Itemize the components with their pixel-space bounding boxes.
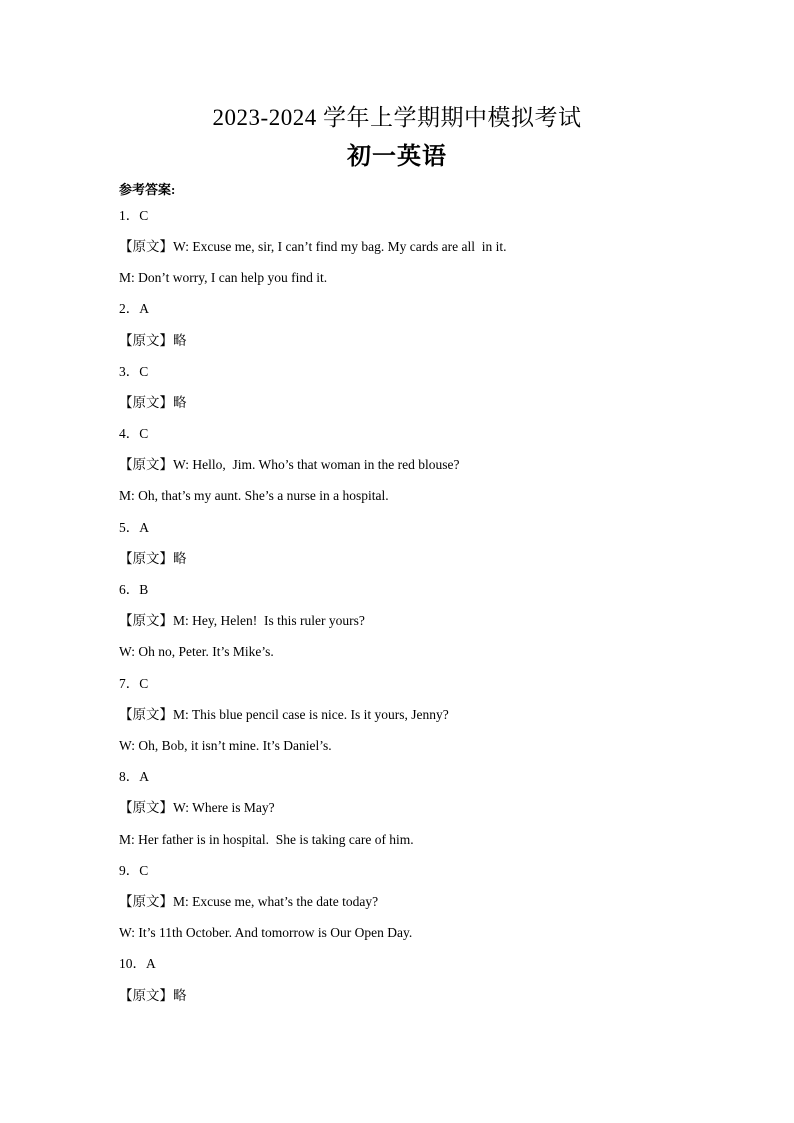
answer-line: 8．A — [119, 769, 149, 784]
transcript-line: W: Oh, Bob, it isn’t mine. It’s Daniel’s. — [119, 738, 332, 753]
transcript-line: 【原文】略 — [119, 988, 187, 1003]
transcript-line: 【原文】M: Hey, Helen! Is this ruler yours? — [119, 613, 365, 628]
exam-subject: 初一英语 — [347, 144, 447, 170]
answer-line: 1．C — [119, 208, 149, 223]
transcript-line: M: Her father is in hospital. She is taking care of him. — [119, 832, 414, 847]
transcript-line: W: It’s 11th October. And tomorrow is Our Open Day. — [119, 925, 413, 940]
answer-line: 3．C — [119, 364, 149, 379]
transcript-line: 【原文】略 — [119, 395, 187, 410]
transcript-line: 【原文】W: Excuse me, sir, I can’t find my bag. My cards are all in it. — [119, 239, 507, 254]
transcript-line: M: Oh, that’s my aunt. She’s a nurse in a hospital. — [119, 488, 389, 503]
answer-line: 10．A — [119, 956, 156, 971]
answer-line: 2．A — [119, 301, 149, 316]
transcript-line: 【原文】略 — [119, 333, 187, 348]
transcript-line: 【原文】M: This blue pencil case is nice. Is it yours, Jenny? — [119, 707, 449, 722]
transcript-line: 【原文】略 — [119, 551, 187, 566]
transcript-line: 【原文】W: Where is May? — [119, 800, 275, 815]
answer-line: 5．A — [119, 520, 149, 535]
transcript-line: 【原文】M: Excuse me, what’s the date today? — [119, 894, 379, 909]
answer-line: 4．C — [119, 426, 149, 441]
exam-title: 2023-2024 学年上学期期中模拟考试 — [212, 105, 582, 130]
transcript-line: M: Don’t worry, I can help you find it. — [119, 270, 328, 285]
transcript-line: W: Oh no, Peter. It’s Mike’s. — [119, 644, 274, 659]
answer-line: 9．C — [119, 863, 149, 878]
transcript-line: 【原文】W: Hello, Jim. Who’s that woman in the red blouse? — [119, 457, 460, 472]
answer-key-heading: 参考答案: — [119, 182, 176, 197]
answer-line: 6．B — [119, 582, 149, 597]
answer-line: 7．C — [119, 676, 149, 691]
